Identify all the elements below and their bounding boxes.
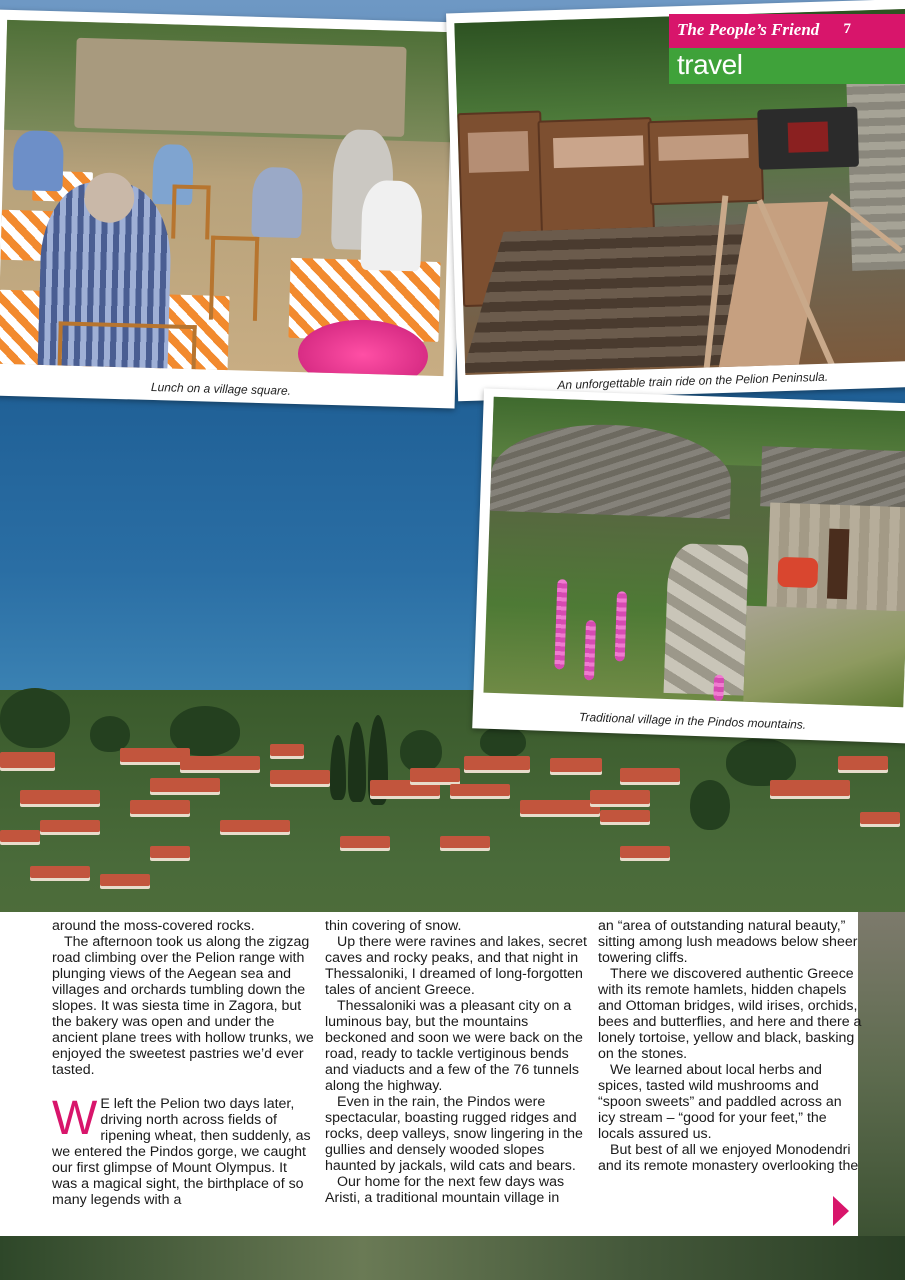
paragraph: Up there were ravines and lakes, secret caves and rocky peaks, and that night in Thessaloniki, I dreamed of long-forgotten tales of ancient Greece. <box>325 934 587 998</box>
paragraph: around the moss-covered rocks. <box>52 918 255 934</box>
paragraph: Thessaloniki was a pleasant city on a luminous bay, but the mountains beckoned and soon we were back on the road, ready to tackle vertiginous bends and viaducts and a few of the 76 tunnels along the highway. <box>325 998 583 1094</box>
paragraph: Our home for the next few days was Aristi, a traditional mountain village in <box>325 1174 565 1206</box>
paragraph-with-dropcap <box>52 1092 316 1208</box>
photo-image <box>0 20 453 376</box>
paragraph: But best of all we enjoyed Monodendri and its remote monastery overlooking the <box>598 1142 859 1174</box>
magazine-title: The People’s Friend <box>677 20 820 39</box>
paragraph: an “area of outstanding natural beauty,” sitting among lush meadows below sheer towering cliffs. <box>598 918 858 966</box>
paragraph: The afternoon took us along the zigzag road climbing over the Pelion range with plunging views of the Aegean sea and villages and orchards tumbling down the slopes. It was siesta time in Zagora, but the bakery was open and under the ancient plane trees with hollow trunks, we enjoyed the sweetest pastries we’d ever tasted. <box>52 934 314 1078</box>
photo-lunch-village-square <box>0 10 465 409</box>
section-title: travel <box>677 49 743 80</box>
article-column-1 <box>52 918 316 1208</box>
article-text-panel <box>0 912 862 1236</box>
photo-traditional-village <box>472 388 905 743</box>
paragraph-text: E left the Pelion two days later, driving north across fields of ripening wheat, then suddenly, as we entered the Pindos gorge, we caught our first glimpse of Mount Olympus. It was a magical sight, the birthplace of so many legends with a <box>52 1096 311 1208</box>
photo-caption: Traditional village in the Pindos mountains. <box>578 709 807 732</box>
paragraph: There we discovered authentic Greece with its remote hamlets, hidden chapels and Ottoman bridges, wild irises, orchids, bees and butterflies, and here and there a lonely tortoise, yellow and black, basking on the stones. <box>598 966 862 1062</box>
photo-caption: An unforgettable train ride on the Pelion Peninsula. <box>557 369 829 393</box>
photo-image <box>483 397 905 707</box>
triangle-right-icon <box>833 1196 849 1226</box>
paragraph: Even in the rain, the Pindos were spectacular, boasting rugged ridges and rocks, deep valleys, snow lingering in the gullies and densely wooded slopes haunted by jackals, wild cats and bears. <box>325 1094 583 1174</box>
article-column-3 <box>598 918 862 1174</box>
section-header <box>669 48 905 84</box>
photo-caption: Lunch on a village square. <box>150 379 292 398</box>
page-number: 7 <box>843 21 851 37</box>
paragraph: We learned about local herbs and spices, tasted wild mushrooms and “spoon sweets” and paddled across an icy stream – “good for your feet,” the locals assured us. <box>598 1062 842 1142</box>
magazine-header <box>669 14 905 48</box>
paragraph: thin covering of snow. <box>325 918 462 934</box>
drop-cap: W <box>52 1092 98 1145</box>
article-column-2 <box>325 918 589 1206</box>
